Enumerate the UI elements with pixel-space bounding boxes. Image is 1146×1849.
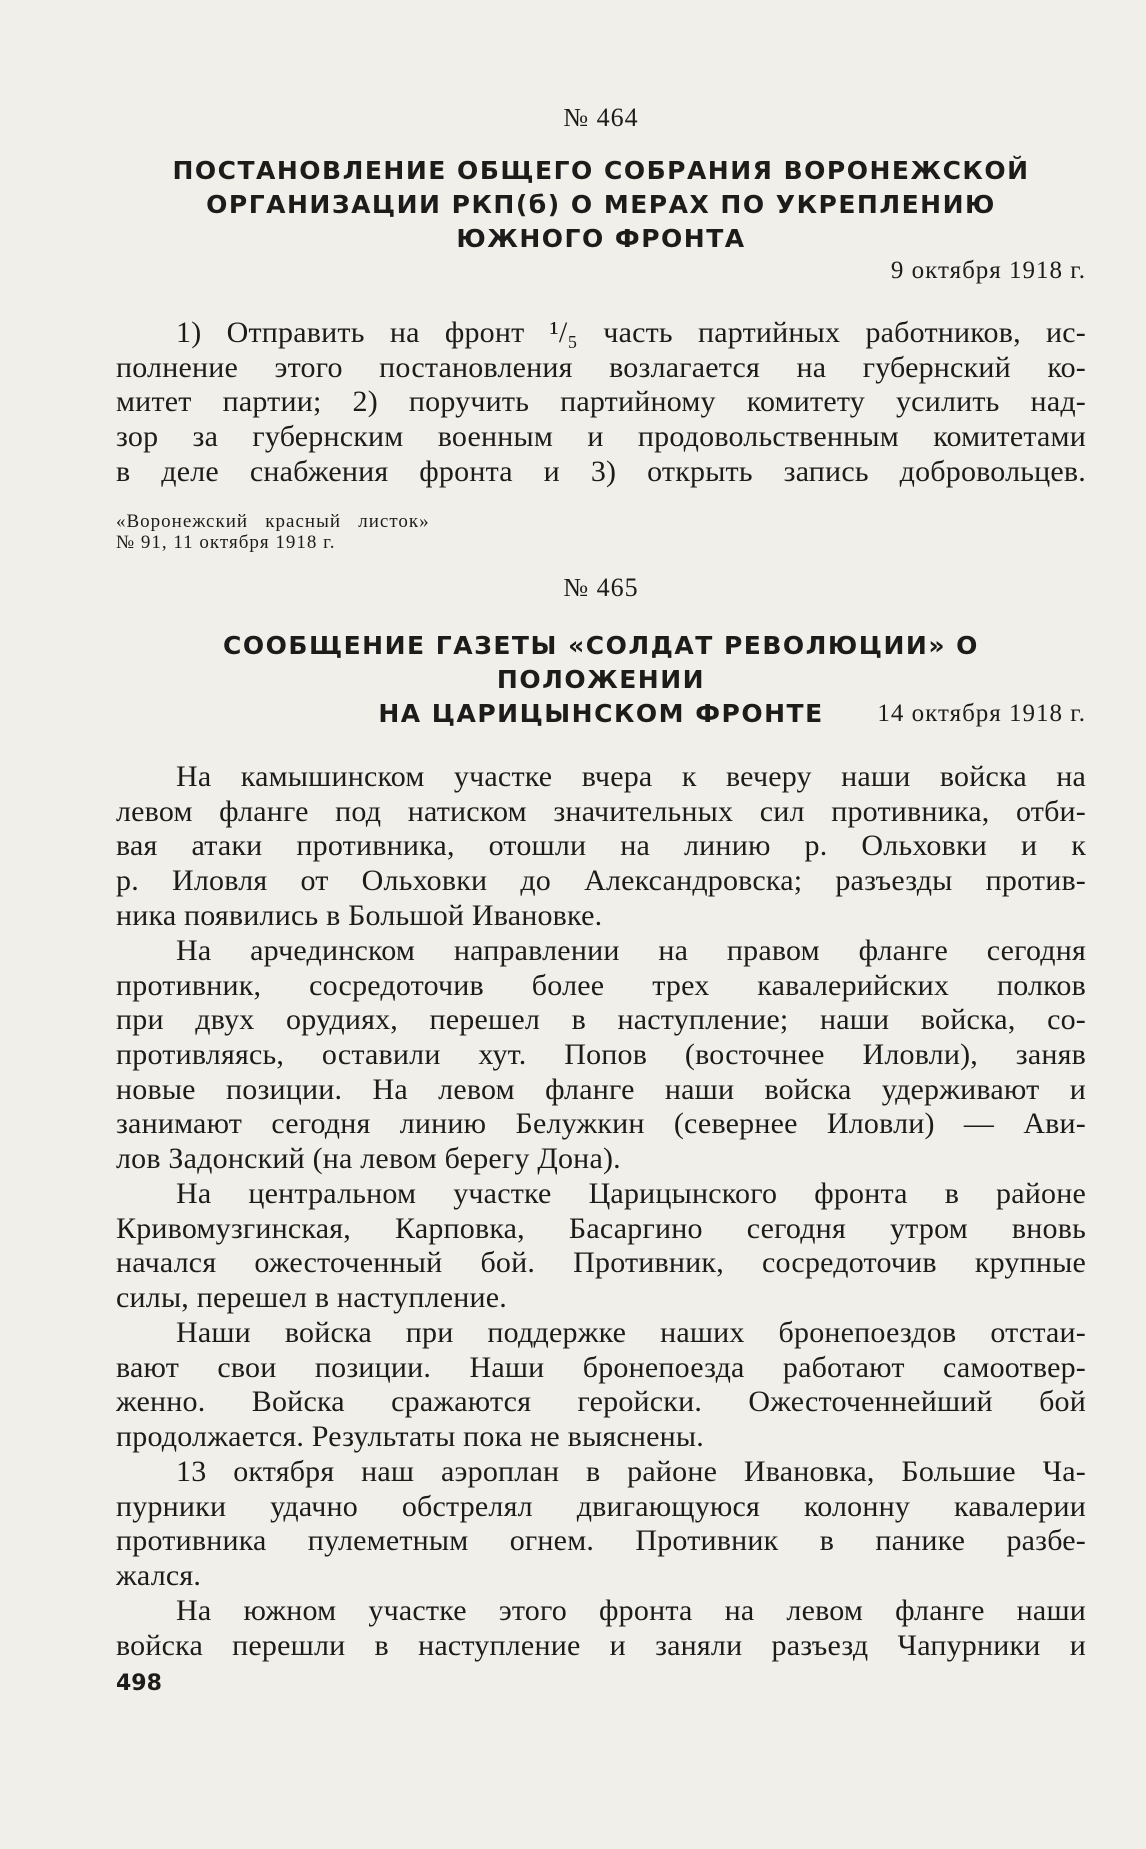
text-line: вают свои позиции. Наши бронепоезда работают самоотвер- bbox=[116, 1350, 1086, 1384]
text-line: начался ожесточенный бой. Противник, сосредоточив крупные bbox=[116, 1246, 1086, 1280]
report-paragraph bbox=[116, 760, 1086, 933]
page-number: 498 bbox=[116, 1671, 162, 1696]
text-line: войска перешли в наступление и заняли разъезд Чапурники и bbox=[116, 1628, 1086, 1662]
text-line: р. Иловля от Ольховки до Александровска; разъезды против- bbox=[116, 864, 1086, 898]
report-paragraph bbox=[116, 1316, 1086, 1455]
document-number-465: № 465 bbox=[563, 573, 639, 602]
resolution-text bbox=[116, 316, 1086, 489]
text-line: занимают сегодня линию Белужкин (севернее Иловли) — Ави- bbox=[116, 1107, 1086, 1141]
title-line: ПОСТАНОВЛЕНИЕ ОБЩЕГО СОБРАНИЯ ВОРОНЕЖСКОЙ bbox=[172, 156, 1030, 185]
text-line: вая атаки противника, отошли на линию р. Ольховки и к bbox=[116, 829, 1086, 863]
document-date-465: 14 октября 1918 г. bbox=[877, 700, 1086, 727]
title-line: ЮЖНОГО ФРОНТА bbox=[456, 224, 746, 253]
text-line: продолжается. Результаты пока не выяснены. bbox=[116, 1420, 704, 1454]
source-citation-464 bbox=[116, 511, 430, 553]
text-line: в деле снабжения фронта и 3) открыть запись добровольцев. bbox=[116, 454, 1086, 488]
title-line: НА ЦАРИЦЫНСКОМ ФРОНТЕ bbox=[378, 699, 824, 728]
text-line: лов Задонский (на левом берегу Дона). bbox=[116, 1142, 621, 1176]
text-line: 1) Отправить на фронт ¹/₅ часть партийных работников, ис- bbox=[176, 316, 1086, 349]
text-line: силы, перешел в наступление. bbox=[116, 1281, 508, 1315]
text-line: противник, сосредоточив более трех кавалерийских полков bbox=[116, 968, 1086, 1002]
source-line: № 91, 11 октября 1918 г. bbox=[116, 532, 336, 553]
text-line: левом фланге под натиском значительных сил противника, отби- bbox=[116, 794, 1086, 828]
document-date-464: 9 октября 1918 г. bbox=[890, 257, 1086, 284]
text-line: На камышинском участке вчера к вечеру наши войска на bbox=[176, 760, 1086, 793]
report-paragraph bbox=[116, 1455, 1086, 1594]
text-line: полнение этого постановления возлагается на губернский ко- bbox=[116, 350, 1086, 384]
title-line: ОРГАНИЗАЦИИ РКП(б) О МЕРАХ ПО УКРЕПЛЕНИЮ bbox=[206, 190, 996, 219]
text-line: новые позиции. На левом фланге наши войска удерживают и bbox=[116, 1072, 1086, 1106]
report-paragraph bbox=[116, 1594, 1086, 1663]
text-line: зор за губернским военным и продовольственным комитетами bbox=[116, 420, 1086, 454]
text-line: противляясь, оставили хут. Попов (восточнее Иловли), заняв bbox=[116, 1038, 1086, 1072]
text-line: ника появились в Большой Ивановке. bbox=[116, 898, 603, 932]
text-line: пурники удачно обстрелял двигающуюся колонну кавалерии bbox=[116, 1489, 1086, 1523]
text-line: жался. bbox=[116, 1559, 202, 1593]
source-line: «Воронежский красный листок» bbox=[116, 511, 430, 532]
text-line: при двух орудиях, перешел в наступление; наши войска, со- bbox=[116, 1003, 1086, 1037]
text-line: На южном участке этого фронта на левом фланге наши bbox=[176, 1594, 1086, 1627]
text-line: На арчединском направлении на правом фланге сегодня bbox=[176, 934, 1086, 967]
text-line: Кривомузгинская, Карповка, Басаргино сегодня утром вновь bbox=[116, 1211, 1086, 1245]
report-paragraph bbox=[116, 934, 1086, 1177]
report-paragraph bbox=[116, 1177, 1086, 1316]
text-line: митет партии; 2) поручить партийному комитету усилить над- bbox=[116, 385, 1086, 419]
document-page bbox=[116, 0, 1086, 1849]
document-title-464 bbox=[116, 154, 1086, 256]
text-line: женно. Войска сражаются геройски. Ожесточеннейший бой bbox=[116, 1385, 1086, 1419]
title-line: СООБЩЕНИЕ ГАЗЕТЫ «СОЛДАТ РЕВОЛЮЦИИ» О ПОЛОЖЕНИИ bbox=[223, 631, 979, 694]
text-line: На центральном участке Царицынского фронта в районе bbox=[176, 1177, 1086, 1210]
text-line: 13 октября наш аэроплан в районе Ивановка, Большие Ча- bbox=[176, 1455, 1086, 1488]
text-line: противника пулеметным огнем. Противник в панике разбе- bbox=[116, 1524, 1086, 1558]
text-line: Наши войска при поддержке наших бронепоездов отстаи- bbox=[176, 1316, 1086, 1349]
document-number-464: № 464 bbox=[563, 103, 639, 132]
